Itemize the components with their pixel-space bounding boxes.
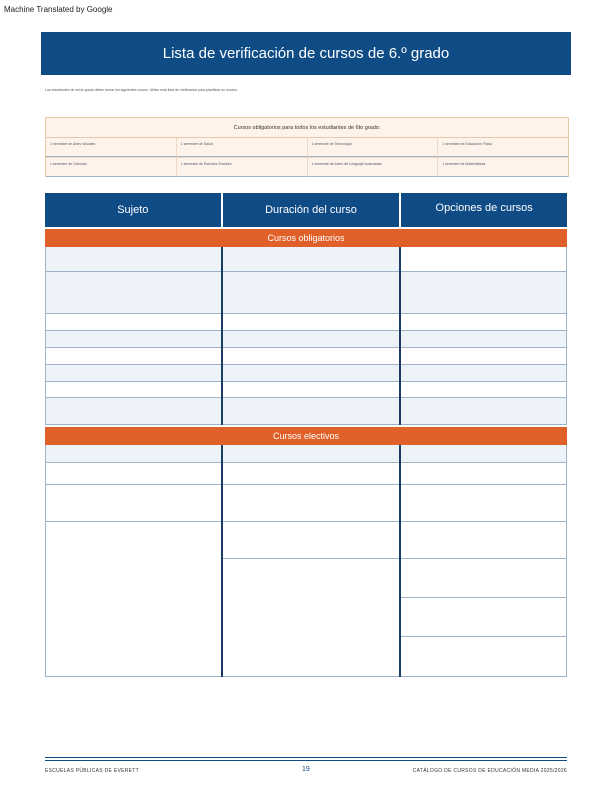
options-column xyxy=(400,445,567,677)
table-cell xyxy=(46,331,221,348)
table-cell xyxy=(401,637,566,677)
required-box-cell: 1 semestre de Estudios Sociales xyxy=(177,158,308,177)
table-cell xyxy=(223,314,399,331)
table-cell xyxy=(401,463,566,485)
table-cell xyxy=(401,445,566,463)
table-cell xyxy=(46,365,221,382)
table-cell xyxy=(223,331,399,348)
required-box-cell: 1 semestre de Artes Visuales xyxy=(46,138,177,157)
required-box-row xyxy=(46,138,568,158)
table-cell xyxy=(223,398,399,425)
footer-divider xyxy=(45,757,567,758)
subject-column xyxy=(45,445,222,677)
table-cell xyxy=(223,463,399,485)
table-cell xyxy=(223,445,399,463)
table-header xyxy=(45,193,567,227)
table-cell xyxy=(401,331,566,348)
required-box-cell: 1 semestre de Salud xyxy=(177,138,308,157)
table-cell xyxy=(223,522,399,559)
header-duration: Duración del curso xyxy=(223,193,402,227)
table-cell xyxy=(46,247,221,272)
footer-divider xyxy=(45,760,567,761)
required-section-header: Cursos obligatorios xyxy=(45,227,567,247)
table-cell xyxy=(46,522,221,677)
table-cell xyxy=(401,348,566,365)
intro-text: Los estudiantes de sexto grado deben tomar los siguientes cursos. Utilice esta lista de verificación para planificar su horario. xyxy=(45,88,238,92)
header-subject: Sujeto xyxy=(45,193,223,227)
table-cell xyxy=(223,382,399,398)
required-box-cell: 1 semestre de Artes del Lenguaje Avanzadas xyxy=(308,158,439,177)
required-box-row xyxy=(46,158,568,177)
table-cell xyxy=(46,382,221,398)
table-cell xyxy=(223,559,399,677)
options-column xyxy=(400,247,567,425)
table-cell xyxy=(46,348,221,365)
required-box-cell: 1 semestre de Tecnología xyxy=(308,138,439,157)
table-cell xyxy=(46,398,221,425)
duration-column xyxy=(222,247,400,425)
table-cell xyxy=(46,485,221,522)
table-cell xyxy=(46,272,221,314)
table-cell xyxy=(46,445,221,463)
table-cell xyxy=(401,272,566,314)
table-cell xyxy=(223,365,399,382)
elective-rows xyxy=(45,445,567,677)
required-box-title: Cursos obligatorios para todos los estudiantes de 6to grado: xyxy=(46,118,568,138)
table-cell xyxy=(223,348,399,365)
required-rows xyxy=(45,247,567,425)
required-box-cell: 1 semestre de Matemáticas xyxy=(438,158,568,177)
page-number: 19 xyxy=(302,766,310,773)
table-cell xyxy=(401,559,566,598)
elective-section-header: Cursos electivos xyxy=(45,425,567,445)
table-cell xyxy=(46,463,221,485)
table-cell xyxy=(401,398,566,425)
required-box-cell: 1 semestre de Educación Física xyxy=(438,138,568,157)
table-cell xyxy=(401,485,566,522)
table-cell xyxy=(223,247,399,272)
table-cell xyxy=(401,365,566,382)
subject-column xyxy=(45,247,222,425)
table-cell xyxy=(223,485,399,522)
footer-catalog-title: CATÁLOGO DE CURSOS DE EDUCACIÓN MEDIA 2025/2026 xyxy=(412,768,567,774)
page-title: Lista de verificación de cursos de 6.º grado xyxy=(41,32,571,75)
required-courses-box xyxy=(45,117,569,177)
table-cell xyxy=(401,247,566,272)
table-cell xyxy=(401,382,566,398)
table-cell xyxy=(401,314,566,331)
header-options: Opciones de cursos xyxy=(435,202,533,214)
duration-column xyxy=(222,445,400,677)
table-cell xyxy=(401,522,566,559)
table-cell xyxy=(46,314,221,331)
required-box-cell: 1 semestre de Ciencias xyxy=(46,158,177,177)
table-cell xyxy=(223,272,399,314)
machine-translated-label: Machine Translated by Google xyxy=(4,5,113,14)
table-cell xyxy=(401,598,566,637)
footer-school-name: ESCUELAS PÚBLICAS DE EVERETT xyxy=(45,768,139,774)
course-checklist-table xyxy=(45,193,567,677)
